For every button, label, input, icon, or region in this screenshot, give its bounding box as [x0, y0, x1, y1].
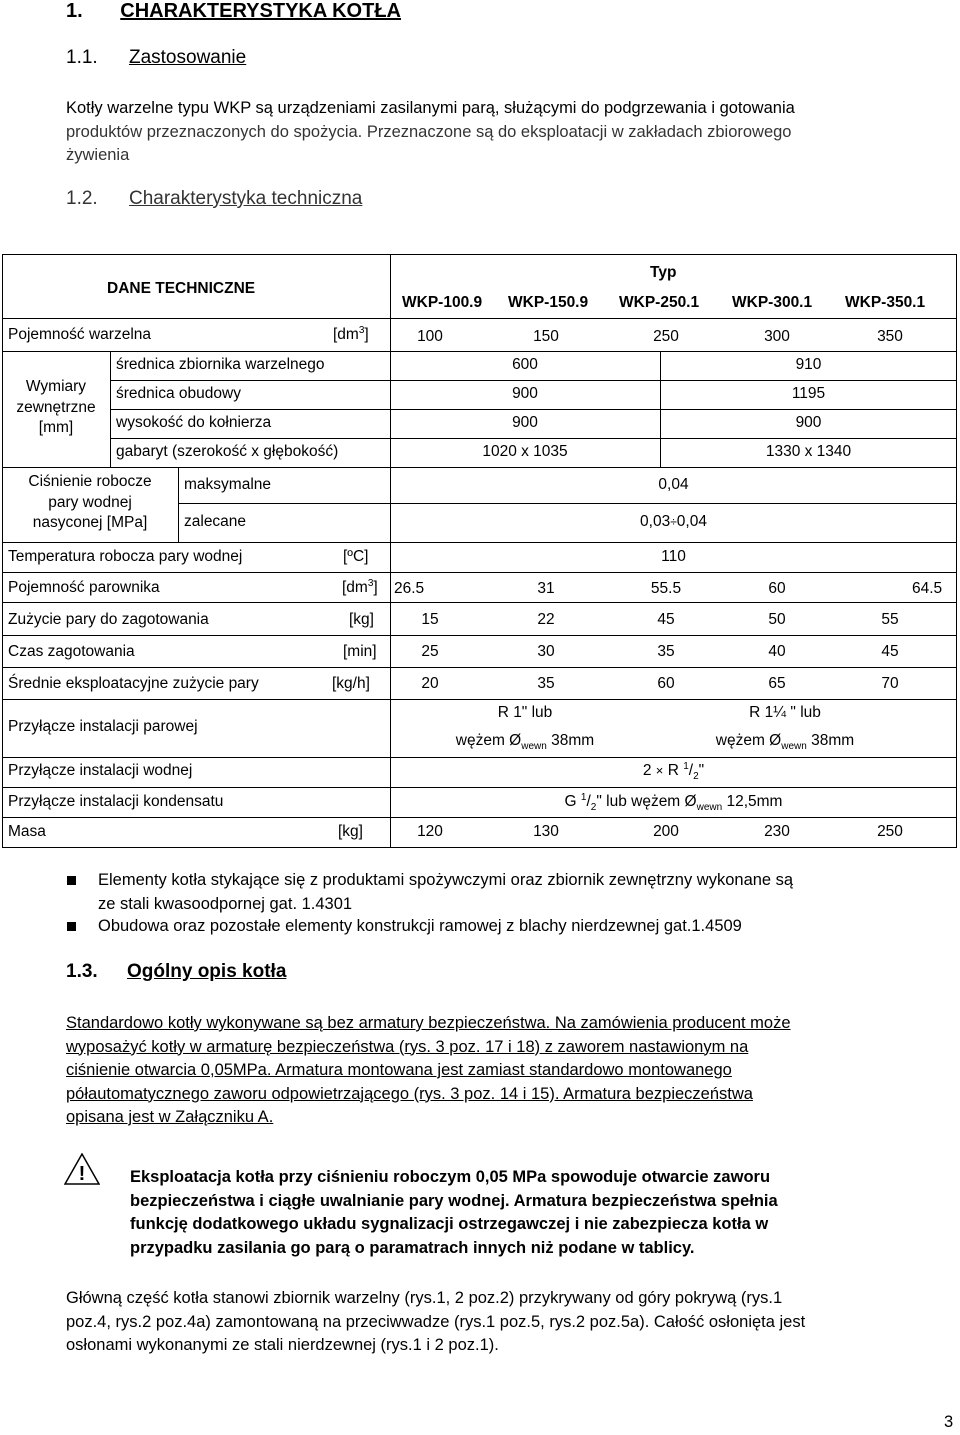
intro-line: żywienia	[66, 146, 130, 164]
row-unit: [kg]	[338, 823, 363, 840]
table-header-dane: DANE TECHNICZNE	[107, 280, 256, 297]
cell-value: 900	[512, 414, 538, 431]
row-label: Przyłącze instalacji kondensatu	[8, 793, 224, 810]
cell-value: 1020 x 1035	[482, 443, 568, 460]
cell-value: 60	[657, 675, 675, 692]
bullet-square-icon	[67, 876, 76, 885]
cell-value: 2 × R $^1/_2$"	[642, 760, 705, 783]
cell-value: 45	[657, 611, 675, 628]
cell-value: 26.5	[394, 580, 425, 597]
cell-value: 22	[537, 611, 555, 628]
row-label: Średnie eksploatacyjne zużycie pary	[8, 675, 259, 692]
table-header-typ: Typ	[650, 264, 677, 281]
row-label: Pojemność parownika	[8, 579, 160, 596]
intro-paragraph	[66, 97, 795, 168]
wymiary-label: Wymiary	[25, 378, 87, 395]
heading-1-2-title: Charakterystyka techniczna	[128, 188, 363, 209]
bullet-square-icon	[67, 922, 76, 931]
cell-value: 900	[512, 385, 538, 402]
row-label: maksymalne	[184, 476, 271, 493]
heading-1-2-number: 1.2.	[66, 188, 98, 209]
cisnienie-label: nasyconej [MPa]	[32, 514, 148, 531]
technical-data-table	[2, 254, 957, 848]
model-header: WKP-150.9	[508, 294, 589, 311]
cell-value: 350	[877, 328, 903, 345]
heading-1-1	[66, 47, 246, 69]
warning-text: Eksploatacja kotła przy ciśnieniu roboczym 0,05 MPa spowoduje otwarcie zaworu bezpieczeństwa i ciągłe uwalnianie pary wodnej. Armatura bezpieczeństwa spełnia funkcję dodatkowego układu sygnalizacji ostrzegawczej i nie zabezpiecza kotła w przypadku zasilania go parą o paramatrach innych niż podane w tablicy.	[130, 1168, 778, 1257]
cell-value: 25	[421, 643, 439, 660]
row-label: Przyłącze instalacji wodnej	[8, 762, 193, 779]
page-number: 3	[944, 1413, 954, 1431]
cell-value: 35	[657, 643, 675, 660]
cell-value: 0,04	[658, 476, 689, 493]
cisnienie-label: Ciśnienie robocze	[28, 473, 152, 490]
row-unit: [kg/h]	[332, 675, 370, 692]
heading-1	[66, 0, 401, 23]
cell-value: 15	[421, 611, 439, 628]
cell-value: wężem $Ø_{wewn}$ 38mm	[715, 732, 855, 753]
heading-1-title: CHARAKTERYSTYKA KOTŁA	[120, 0, 401, 22]
cell-value: 910	[795, 356, 822, 373]
cell-value: R 1" lub	[497, 704, 553, 721]
cell-value: 100	[417, 328, 443, 345]
cisnienie-label: pary wodnej	[48, 494, 132, 511]
row-unit: [ºC]	[343, 548, 369, 565]
row-unit: $[dm^3]$	[333, 324, 369, 343]
row-unit: [kg]	[349, 611, 374, 628]
cell-value: 900	[795, 414, 822, 431]
heading-1-3-number: 1.3.	[66, 961, 98, 982]
cell-value: 20	[421, 675, 439, 692]
heading-1-3-title: Ogólny opis kotła	[126, 961, 287, 982]
cell-value: 31	[537, 580, 555, 597]
heading-1-3	[66, 961, 286, 983]
row-unit: [min]	[343, 643, 377, 660]
cell-value: G $^1/_2$" lub wężem $Ø_{wewn}$ 12,5mm	[564, 791, 783, 814]
heading-1-1-title: Zastosowanie	[128, 47, 247, 68]
cell-value: 65	[768, 675, 786, 692]
cell-value: 60	[768, 580, 786, 597]
cell-value: 70	[881, 675, 899, 692]
cell-value: 120	[417, 823, 443, 840]
cell-value: 40	[768, 643, 786, 660]
intro-line: Kotły warzelne typu WKP są urządzeniami zasilanymi parą, służącymi do podgrzewania i gotowania	[66, 99, 795, 117]
model-header: WKP-100.9	[402, 294, 483, 311]
row-label: średnica zbiornika warzelnego	[116, 356, 325, 373]
row-label: średnica obudowy	[116, 385, 241, 402]
final-paragraph: Główną część kotła stanowi zbiornik warzelny (rys.1, 2 poz.2) przykrywany od góry pokrywą (rys.1 poz.4, rys.2 poz.4a) zamontowaną na przeciwwadze (rys.1 poz.5, rys.2 poz.5a). Całość osłonięta jest osłonami wykonanymi ze stali nierdzewnej (rys.1 i 2 poz.1).	[66, 1289, 806, 1354]
cell-value: 35	[537, 675, 555, 692]
row-label: zalecane	[184, 513, 247, 530]
description-paragraph: Standardowo kotły wykonywane są bez armatury bezpieczeństwa. Na zamówienia producent może wyposażyć kotły w armaturę bezpieczeństwa (rys. 3 poz. 17 i 18) z zaworem nastawionym na ciśnienie otwarcia 0,05MPa. Armatura montowana jest zamiast standardowo montowanego półautomatycznego zaworu odpowietrzającego (rys. 3 poz. 14 i 15). Armatura bezpieczeństwa opisana jest w Załączniku A.	[66, 1014, 791, 1126]
row-label: Masa	[8, 823, 46, 840]
cell-value: R 1¼ " lub	[749, 704, 821, 721]
wymiary-label: zewnętrzne	[16, 399, 96, 416]
row-label: Czas zagotowania	[8, 643, 135, 660]
row-label: Przyłącze instalacji parowej	[8, 718, 198, 735]
cell-value: 200	[653, 823, 679, 840]
cell-value: 110	[661, 548, 686, 565]
row-label: gabaryt (szerokość x głębokość)	[116, 443, 339, 460]
heading-1-1-number: 1.1.	[66, 47, 98, 68]
svg-text:!: !	[78, 1163, 86, 1185]
cell-value: 130	[533, 823, 559, 840]
cell-value: 1195	[791, 385, 826, 402]
model-header: WKP-250.1	[619, 294, 700, 311]
cell-value: 1330 x 1340	[765, 443, 852, 460]
bullet-text: Elementy kotła stykające się z produktami spożywczymi oraz zbiornik zewnętrzny wykonane są ze stali kwasoodpornej gat. 1.4301	[98, 871, 794, 913]
cell-value: 150	[533, 328, 559, 345]
bullet-text: Obudowa oraz pozostałe elementy konstrukcji ramowej z blachy nierdzewnej gat.1.4509	[98, 917, 742, 935]
heading-1-number: 1.	[66, 0, 83, 22]
row-label: Zużycie pary do zagotowania	[8, 611, 209, 628]
cell-value: 250	[653, 328, 679, 345]
wymiary-label: [mm]	[38, 419, 74, 436]
row-label: Temperatura robocza pary wodnej	[8, 548, 243, 565]
warning-triangle-icon	[64, 1153, 100, 1185]
cell-value: 30	[537, 643, 555, 660]
cell-value: 64.5	[912, 580, 943, 597]
cell-value: 300	[764, 328, 790, 345]
cell-value: 55	[881, 611, 899, 628]
intro-line: produktów przeznaczonych do spożycia. Przeznaczone są do eksploatacji w zakładach zbiorowego	[66, 122, 792, 141]
cell-value: 250	[877, 823, 903, 840]
cell-value: 55.5	[650, 580, 682, 597]
cell-value: 45	[881, 643, 899, 660]
cell-value: 0,03÷0,04	[640, 513, 707, 530]
cell-value: wężem $Ø_{wewn}$ 38mm	[455, 732, 595, 753]
model-header: WKP-300.1	[732, 294, 813, 311]
row-label: Pojemność warzelna	[8, 326, 152, 343]
cell-value: 600	[512, 356, 538, 373]
cell-value: 230	[764, 823, 790, 840]
heading-1-2	[66, 188, 362, 210]
row-unit: $[dm^3]$	[342, 577, 378, 596]
row-label: wysokość do kołnierza	[116, 414, 272, 431]
cell-value: 50	[768, 611, 786, 628]
model-header: WKP-350.1	[845, 294, 926, 311]
